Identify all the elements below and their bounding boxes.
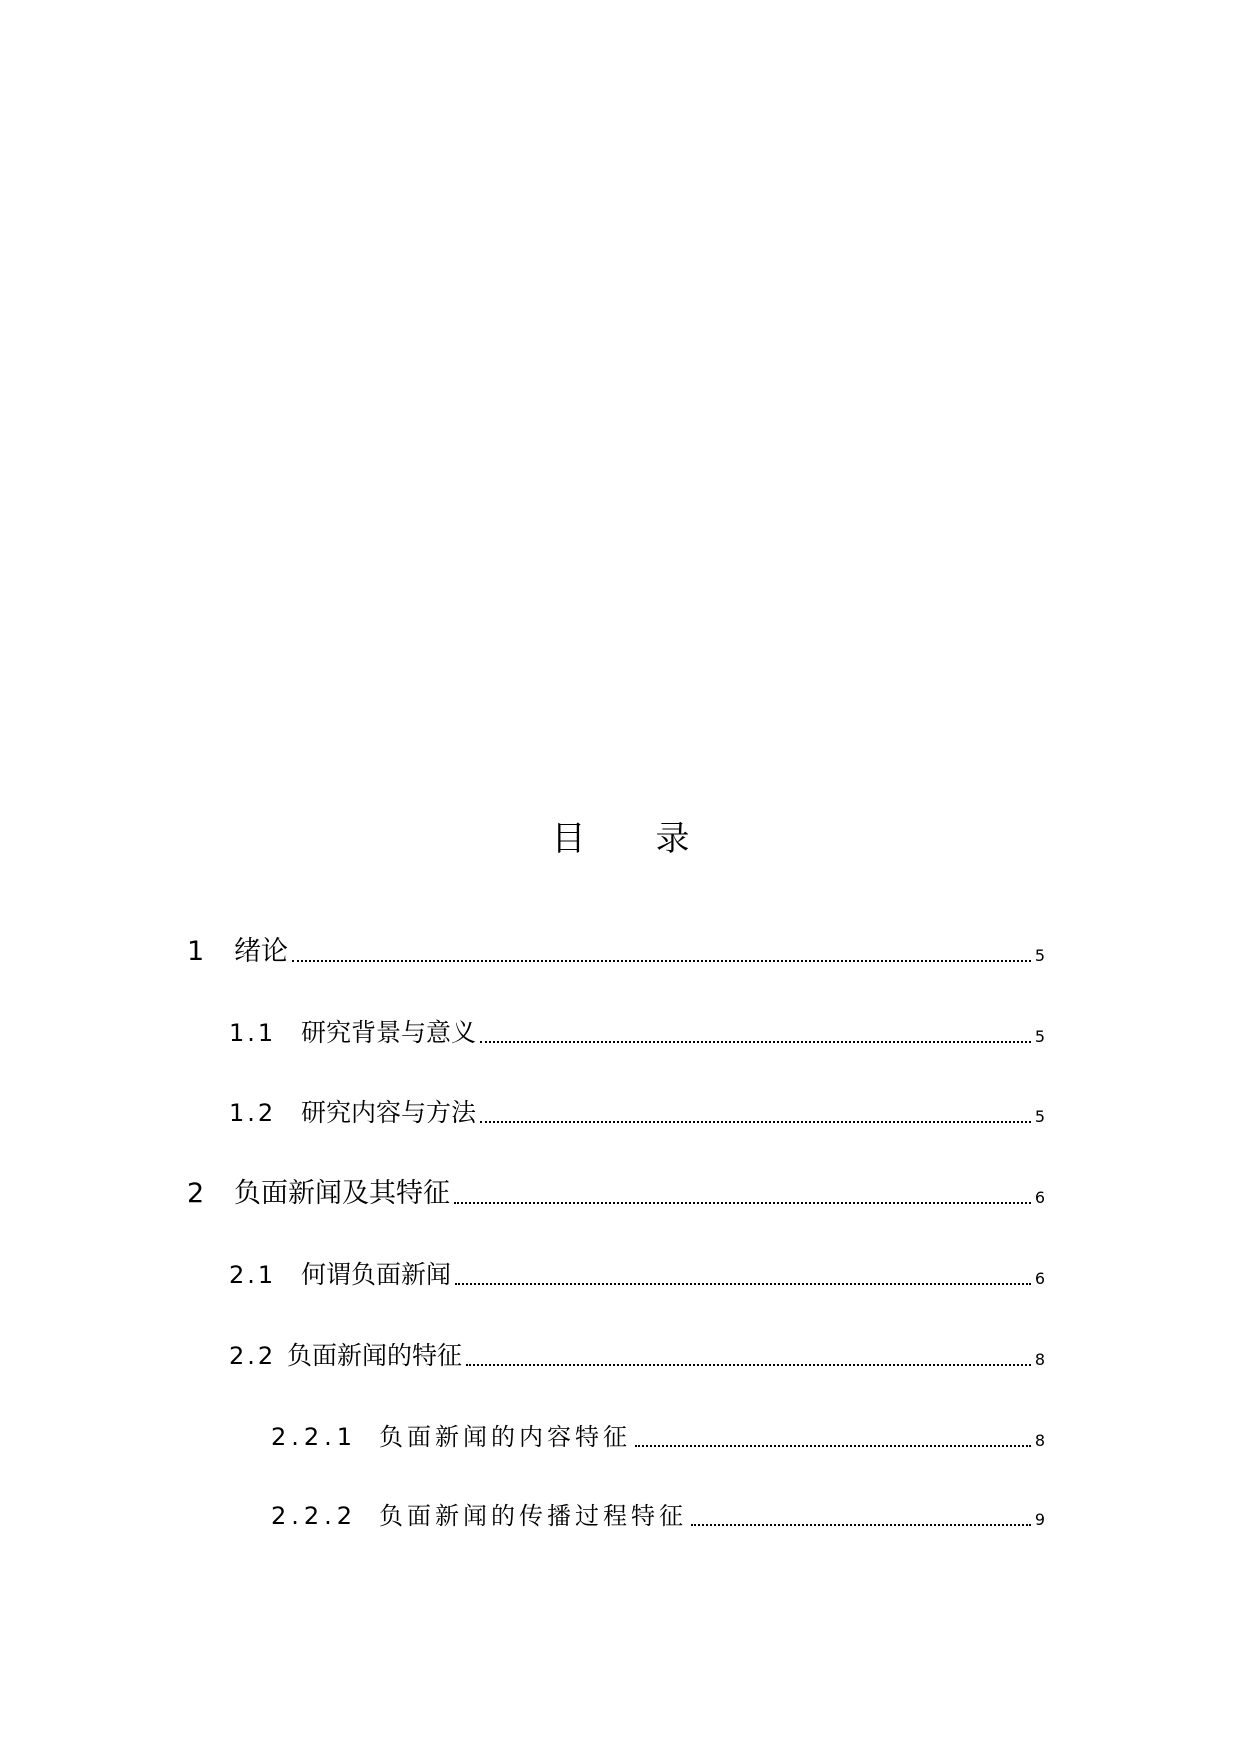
toc-entry-2-2-1[interactable]	[271, 1417, 1045, 1457]
toc-entry-title: 负面新闻的传播过程特征	[379, 1502, 687, 1530]
toc-entry-page: 8	[1034, 1431, 1045, 1450]
toc-entry-number: 1.1	[229, 1019, 277, 1047]
toc-entry-number: 1	[187, 936, 205, 967]
toc-dot-leader	[454, 1202, 1031, 1204]
toc-entry-number: 1.2	[229, 1099, 277, 1127]
toc-entry-title: 负面新闻及其特征	[234, 1178, 450, 1209]
toc-dot-leader	[480, 1121, 1031, 1123]
toc-entry-number: 2.2	[229, 1342, 277, 1370]
toc-entry-page: 5	[1034, 1027, 1045, 1046]
toc-entry-number: 2.2.2	[271, 1502, 358, 1530]
toc-entry-title: 绪论	[234, 936, 288, 967]
toc-title-part-2: 录	[655, 819, 690, 859]
toc-entry-2-2-2[interactable]	[271, 1496, 1045, 1536]
toc-entry-title: 研究背景与意义	[301, 1018, 477, 1047]
toc-entry-1[interactable]	[187, 932, 1045, 972]
toc-dot-leader	[691, 1524, 1031, 1526]
toc-entry-title: 负面新闻的内容特征	[379, 1423, 631, 1451]
toc-entry-title: 何谓负面新闻	[301, 1260, 452, 1289]
toc-dot-leader	[292, 960, 1031, 962]
toc-entry-title: 研究内容与方法	[301, 1098, 477, 1127]
toc-entry-2-1[interactable]	[229, 1255, 1045, 1295]
toc-dot-leader	[455, 1283, 1031, 1285]
toc-entry-1-2[interactable]	[229, 1093, 1045, 1133]
toc-title-part-1: 目	[551, 819, 586, 859]
toc-entry-page: 5	[1034, 1107, 1045, 1126]
toc-entry-page: 5	[1034, 946, 1045, 965]
toc-dot-leader	[480, 1041, 1031, 1043]
toc-entry-2[interactable]	[187, 1174, 1045, 1214]
toc-entry-page: 6	[1034, 1188, 1045, 1207]
toc-entry-2-2[interactable]	[229, 1336, 1045, 1376]
toc-entry-title: 负面新闻的特征	[287, 1341, 463, 1370]
toc-entry-number: 2.1	[229, 1261, 277, 1289]
toc-entry-1-1[interactable]	[229, 1013, 1045, 1053]
toc-entry-page: 9	[1034, 1510, 1045, 1529]
toc-entry-number: 2.2.1	[271, 1423, 358, 1451]
toc-entry-page: 6	[1034, 1269, 1045, 1288]
toc-entry-page: 8	[1034, 1350, 1045, 1369]
toc-dot-leader	[466, 1364, 1031, 1366]
toc-dot-leader	[635, 1445, 1031, 1447]
toc-entry-number: 2	[187, 1178, 205, 1209]
